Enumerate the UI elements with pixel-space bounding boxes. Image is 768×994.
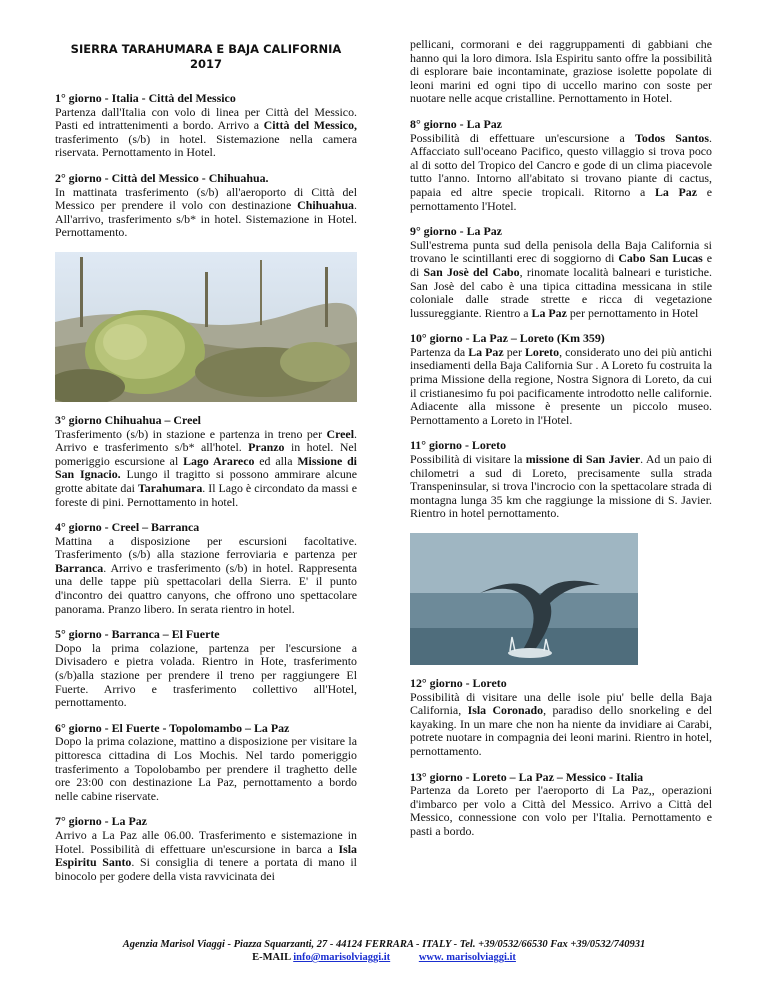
day-heading: 10° giorno - La Paz – Loreto (Km 359) bbox=[410, 331, 605, 346]
highlighted-place: Missione di San Ignacio. bbox=[55, 453, 357, 482]
day-description bbox=[410, 346, 712, 428]
day-heading: 8° giorno - La Paz bbox=[410, 116, 502, 131]
description-text: Possibilità di visitare la bbox=[410, 452, 526, 467]
day-description bbox=[55, 428, 357, 510]
highlighted-place: Tarahumara bbox=[137, 480, 203, 495]
description-text: Dopo la prima colazione, partenza per l'escursione a Divisadero e pietra volada. Rientro in Hote, trasferimento (s/b)alla stazione per prendere il treno per raggiungere El Fuerte. Arrivo e trasferimento collettivo all'Hotel, pernottamento. bbox=[55, 640, 357, 710]
day-description bbox=[410, 38, 712, 106]
description-text: Possibilità di visitare una delle isole piu' belle della Baja California, bbox=[410, 689, 712, 718]
description-text: Partenza da bbox=[410, 344, 469, 359]
highlighted-place: La Paz bbox=[531, 305, 567, 320]
day-description bbox=[410, 239, 712, 321]
description-text: Mattina a disposizione per escursioni facoltative. Trasferimento (s/b) alla stazione ferroviaria e partenza per bbox=[55, 533, 357, 562]
description-text: Partenza dall'Italia con volo di linea per Città del Messico. Pasti ed intrattenimenti a bordo. Arrivo a bbox=[55, 104, 357, 133]
day-1-block bbox=[55, 92, 357, 160]
day-description bbox=[55, 735, 357, 803]
day-heading: 12° giorno - Loreto bbox=[410, 676, 507, 690]
highlighted-place: Pranzo bbox=[248, 440, 285, 455]
day-description bbox=[55, 829, 357, 883]
highlighted-place: La Paz bbox=[468, 344, 504, 359]
description-text: Possibilità di effettuare un'escursione a bbox=[410, 130, 636, 145]
cactus-landscape-photo bbox=[55, 252, 357, 402]
description-text: Dopo la prima colazione, mattino a disposizione per visitare la pittoresca cittadina di Los Mochis. Nel tardo pomeriggio trasferimento a Topolobambo per prendere il traghetto delle ore 23:00 con destinazione La Paz, pernottamento a bordo nelle cabine riservate. bbox=[55, 734, 357, 803]
day-10-block bbox=[410, 332, 712, 427]
highlighted-place: Loreto bbox=[524, 344, 560, 359]
description-text: Lungo il tragitto si possono ammirare alcune grotte abitate dai bbox=[55, 467, 357, 495]
description-text: in hotel. Nel pomeriggio escursione al bbox=[55, 440, 357, 468]
description-text: Arrivo a La Paz alle 06.00. Trasferimento e sistemazione in Hotel. Possibilità di effettuare un'escursione in barca a bbox=[55, 827, 357, 856]
day-description bbox=[55, 106, 357, 160]
highlighted-place: Isla Espiritu Santo bbox=[55, 841, 357, 870]
highlighted-place: Cabo San Lucas bbox=[618, 251, 703, 266]
day-9-block bbox=[410, 225, 712, 320]
day-3-block bbox=[55, 414, 357, 509]
description-text: . All'arrivo, trasferimento s/b* in hotel. Sistemazione in Hotel. Pernottamento. bbox=[55, 198, 357, 240]
day-heading: 13° giorno - Loreto – La Paz – Messico - Italia bbox=[410, 769, 644, 784]
day-description bbox=[55, 535, 357, 617]
day-11-block bbox=[410, 439, 712, 521]
description-text: per pernottamento in Hotel bbox=[566, 305, 699, 320]
day-5-block bbox=[55, 628, 357, 710]
description-text: e pernottamento l'Hotel. bbox=[410, 184, 712, 213]
day-description bbox=[55, 642, 357, 710]
email-link[interactable]: info@marisolviaggi.it bbox=[293, 952, 391, 963]
day-heading: 2° giorno - Città del Messico - Chihuahua. bbox=[55, 170, 269, 185]
day-6-block bbox=[55, 722, 357, 804]
document-title bbox=[55, 42, 357, 72]
highlighted-place: Città del Messico, bbox=[263, 118, 357, 133]
highlighted-place: Isla Coronado bbox=[467, 703, 544, 718]
day-description bbox=[410, 453, 712, 521]
whale-tail-photo bbox=[410, 533, 712, 665]
agency-footer bbox=[0, 938, 768, 964]
footer-contacts bbox=[0, 951, 768, 964]
day-heading: 1° giorno - Italia - Città del Messico bbox=[55, 91, 236, 105]
footer-email-label: E-MAIL bbox=[252, 952, 291, 963]
title-line-2: 2017 bbox=[189, 57, 222, 71]
day-heading: 9° giorno - La Paz bbox=[410, 224, 502, 239]
description-text: . Affacciato sull'oceano Pacifico, questo villaggio si trova poco al di sotto del Tropico del Cancro e gode di un clima piacevole tutto l'anno. Intorno all'abitato si trovano piante di cactus, papaia ed altre specie tropicali. Ritorno a bbox=[410, 130, 712, 199]
day-12-block bbox=[410, 677, 712, 759]
description-text: per bbox=[503, 344, 525, 359]
day-description bbox=[410, 784, 712, 838]
day-heading: 3° giorno Chihuahua – Creel bbox=[55, 412, 201, 427]
day-heading: 7° giorno - La Paz bbox=[55, 814, 147, 829]
day-4-block bbox=[55, 521, 357, 616]
description-text: . Arrivo e trasferimento s/b* all'hotel. bbox=[55, 426, 357, 455]
highlighted-place: Todos Santos bbox=[635, 130, 710, 145]
right-column bbox=[410, 38, 712, 851]
highlighted-place: Creel bbox=[326, 426, 355, 441]
day-description bbox=[410, 132, 712, 214]
description-text: ed alla bbox=[254, 453, 298, 468]
description-text: Partenza da Loreto per l'aeroporto di La Paz,, operazioni d'imbarco per volo a Città del Messico. Arrivo a Città del Messico, connessione con volo per l'Italia. Pernottamento e pasti a bordo. bbox=[410, 783, 712, 838]
day-7-continued-block bbox=[410, 38, 712, 106]
day-8-block bbox=[410, 118, 712, 213]
description-text: Sull'estrema punta sud della penisola della Baja California si trovano le scintillanti erec di soggiorno di bbox=[410, 237, 712, 266]
day-13-block bbox=[410, 771, 712, 839]
day-7-block bbox=[55, 815, 357, 883]
highlighted-place: La Paz bbox=[654, 184, 698, 199]
description-text: . Arrivo e trasferimento (s/b) in hotel. Rappresenta una delle tappe più spettacolari della Sierra. E' il punto d'incontro dei quattro canyons, che offrono uno spettacolare panorama. Pranzo libero. In serata rientro in hotel. bbox=[55, 560, 357, 616]
description-text: Trasferimento (s/b) in stazione e partenza in treno per bbox=[55, 426, 327, 441]
description-text: , paradiso dello snorkeling e del kayaking. In un mare che non ha niente da invidiare ai Carabi, potrete nuotare in compagnia dei leoni marini. Rientro in hotel, pernottamento. bbox=[410, 703, 713, 758]
highlighted-place: Barranca bbox=[55, 560, 104, 575]
description-text: . Il Lago è circondato da massi e foreste di pini. Pernottamento in hotel. bbox=[55, 480, 357, 509]
day-heading: 11° giorno - Loreto bbox=[410, 438, 507, 453]
title-line-1: SIERRA TARAHUMARA E BAJA CALIFORNIA bbox=[70, 42, 342, 56]
description-text: . Si consiglia di tenere a portata di mano il binocolo per godere della vista ravvicinata dei bbox=[55, 855, 357, 883]
description-text: , rinomate località balneari e turistiche. San Josè del cabo è una tipica cittadina messicana in stile coloniale dalle strade strette e ricca di vegetazione lussureggiante. Rientro a bbox=[410, 264, 712, 320]
highlighted-place: Lago Arareco bbox=[183, 453, 255, 468]
day-heading: 5° giorno - Barranca – El Fuerte bbox=[55, 627, 220, 642]
description-text: , considerato uno dei più antichi insediamenti della Baja California Sur . A Loreto fu costruita la prima Missione della regione, Nostra Signora di Loreto, da cui il cristianesimo fu poi pacificamente introdotto nelle californie. Adiacente alla missone è presente un piccolo museo. Pernottamento a Loreto in l'Hotel. bbox=[410, 344, 712, 427]
description-text: In mattinata trasferimento (s/b) all'aeroporto di Città del Messico per prendere il volo con destinazione bbox=[55, 184, 357, 213]
day-2-block bbox=[55, 172, 357, 240]
left-column bbox=[55, 38, 357, 895]
description-text: . Ad un paio di chilometri a sud di Loreto, precisamente sulla strada Transpeninsular, si trova l'incrocio con la spettacolare strada di montagna lunga 35 km che raggiunge la missione di S. Javier. Rientro in hotel pernottamento. bbox=[410, 452, 712, 521]
day-heading: 6° giorno - El Fuerte - Topolomambo – La Paz bbox=[55, 720, 290, 735]
description-text: trasferimento (s/b) in hotel. Sistemazione nella camera riservata. Pernottamento in Hotel. bbox=[55, 131, 357, 160]
website-link[interactable]: www. marisolviaggi.it bbox=[418, 952, 516, 963]
description-text: pellicani, cormorani e dei raggruppamenti di gabbiani che hanno qui la loro dimora. Isla Espiritu santo offre la possibilità di esplorare baie incontaminate, graziose isolette popolate di leoni marini ed ogni tipo di uccello marino con soste per nuotare nelle acque cristalline. Pernottamento in Hotel. bbox=[410, 37, 712, 106]
day-description bbox=[55, 186, 357, 240]
highlighted-place: San Josè del Cabo bbox=[423, 264, 520, 279]
day-description bbox=[410, 691, 712, 759]
highlighted-place: Chihuahua bbox=[297, 198, 355, 213]
footer-address: Agenzia Marisol Viaggi - Piazza Squarzanti, 27 - 44124 FERRARA - ITALY - Tel. +39/0532/66530 Fax +39/0532/740931 bbox=[122, 939, 646, 950]
day-heading: 4° giorno - Creel – Barranca bbox=[55, 520, 200, 535]
description-text: e di bbox=[410, 251, 712, 279]
highlighted-place: missione di San Javier bbox=[525, 452, 641, 467]
